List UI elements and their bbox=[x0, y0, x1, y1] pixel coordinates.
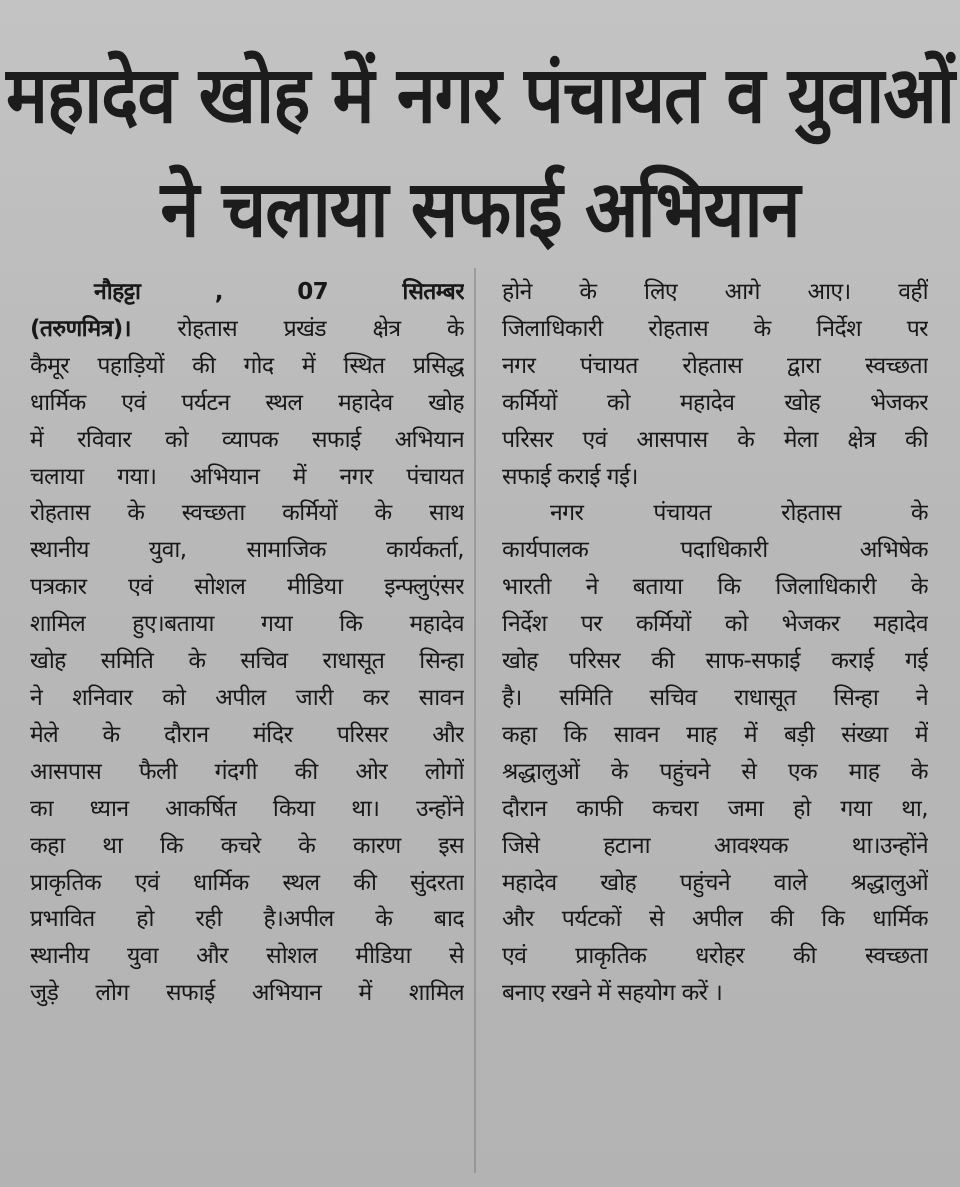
article-line: और पर्यटकों से अपील की कि धार्मिक bbox=[502, 906, 928, 933]
dateline: नौहट्टा , 07 सितम्बर bbox=[94, 279, 464, 305]
article-line: परिसर एवं आसपास के मेला क्षेत्र की bbox=[502, 426, 928, 453]
article-line: खोह समिति के सचिव राधासूत सिन्हा bbox=[30, 648, 464, 675]
article-line: एवं प्राकृतिक धरोहर की स्वच्छता bbox=[502, 943, 928, 970]
headline bbox=[0, 38, 960, 266]
article-line: भारती ने बताया कि जिलाधिकारी के bbox=[502, 574, 928, 601]
article-line: नगर पंचायत रोहतास के bbox=[550, 500, 928, 527]
article-line: नगर पंचायत रोहतास द्वारा स्वच्छता bbox=[502, 352, 928, 379]
article-line: ने शनिवार को अपील जारी कर सावन bbox=[30, 684, 464, 711]
article-line: का ध्यान आकर्षित किया था। उन्होंने bbox=[30, 795, 464, 822]
article-column-left bbox=[30, 274, 464, 1012]
article-line: शामिल हुए।बताया गया कि महादेव bbox=[30, 611, 464, 638]
article-line: पत्रकार एवं सोशल मीडिया इन्फ्लुएंसर bbox=[30, 574, 464, 601]
article-line: धार्मिक एवं पर्यटन स्थल महादेव खोह bbox=[30, 389, 464, 416]
article-line: खोह परिसर की साफ-सफाई कराई गई bbox=[502, 648, 928, 675]
article-line: चलाया गया। अभियान में नगर पंचायत bbox=[30, 463, 464, 490]
article-line: कर्मियों को महादेव खोह भेजकर bbox=[502, 389, 928, 416]
headline-line-1: महादेव खोह में नगर पंचायत व युवाओं bbox=[6, 49, 954, 142]
article-line: रोहतास के स्वच्छता कर्मियों के साथ bbox=[30, 500, 464, 527]
article-text: रोहतास प्रखंड क्षेत्र के bbox=[177, 315, 464, 342]
article-line: स्थानीय युवा, सामाजिक कार्यकर्ता, bbox=[30, 537, 464, 564]
article-line: कहा कि सावन माह में बड़ी संख्या में bbox=[502, 721, 928, 748]
column-divider bbox=[474, 268, 476, 1173]
article-line: है। समिति सचिव राधासूत सिन्हा ने bbox=[502, 684, 928, 711]
article-line: महादेव खोह पहुंचने वाले श्रद्धालुओं bbox=[502, 869, 928, 896]
article-line: जिसे हटाना आवश्यक था।उन्होंने bbox=[502, 832, 928, 859]
article-line: जुड़े लोग सफाई अभियान में शामिल bbox=[30, 980, 464, 1007]
article-line: होने के लिए आगे आए। वहीं bbox=[502, 279, 928, 305]
source-credit: (तरुणमित्र)। bbox=[30, 315, 131, 342]
article-line: स्थानीय युवा और सोशल मीडिया से bbox=[30, 943, 464, 970]
article-line: कार्यपालक पदाधिकारी अभिषेक bbox=[502, 537, 928, 564]
article-line: सफाई कराई गई। bbox=[502, 463, 638, 490]
dateline-line bbox=[30, 274, 464, 311]
article-line: श्रद्धालुओं के पहुंचने से एक माह के bbox=[502, 758, 928, 785]
article-line: बनाए रखने में सहयोग करें । bbox=[502, 980, 723, 1007]
article-line: आसपास फैली गंदगी की ओर लोगों bbox=[30, 758, 464, 785]
article-line: निर्देश पर कर्मियों को भेजकर महादेव bbox=[502, 611, 928, 638]
source-line bbox=[30, 311, 464, 348]
article-column-right bbox=[502, 274, 928, 1012]
article-line: में रविवार को व्यापक सफाई अभियान bbox=[30, 426, 464, 453]
article-line: दौरान काफी कचरा जमा हो गया था, bbox=[502, 795, 928, 822]
article-line: कहा था कि कचरे के कारण इस bbox=[30, 832, 464, 859]
article-line: कैमूर पहाड़ियों की गोद में स्थित प्रसिद्ध bbox=[30, 352, 464, 379]
article-line: प्रभावित हो रही है।अपील के बाद bbox=[30, 906, 464, 933]
article-line: प्राकृतिक एवं धार्मिक स्थल की सुंदरता bbox=[30, 869, 464, 896]
article-line: मेले के दौरान मंदिर परिसर और bbox=[30, 721, 464, 748]
article-line: जिलाधिकारी रोहतास के निर्देश पर bbox=[502, 315, 928, 342]
headline-line-2: ने चलाया सफाई अभियान bbox=[160, 163, 800, 256]
